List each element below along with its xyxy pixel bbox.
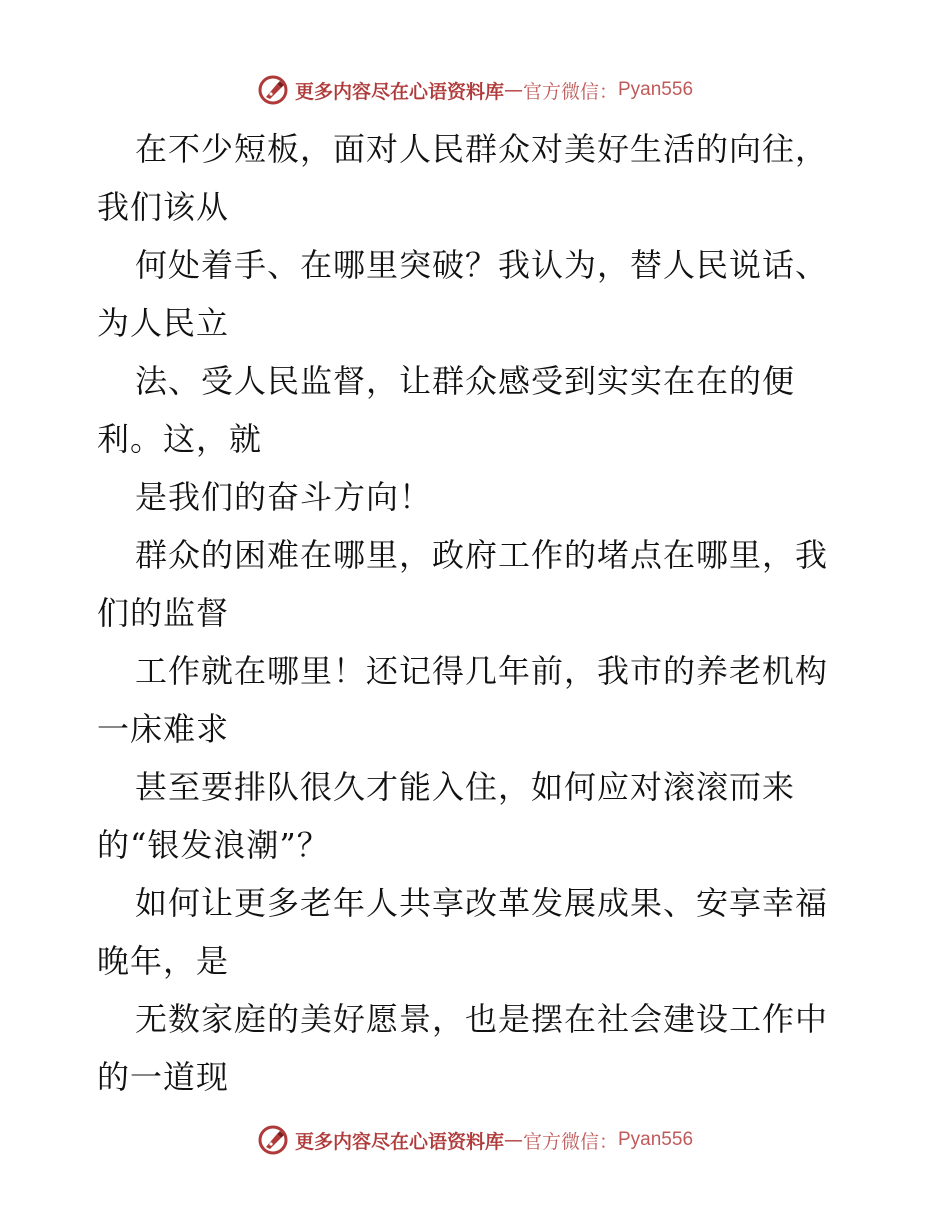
- body-line-1: 在不少短板，面对人民群众对美好生活的向往，: [135, 130, 829, 168]
- body-line-9: 们的监督: [97, 594, 230, 632]
- header-account: Pyan556: [618, 79, 694, 100]
- footer-banner: [0, 1120, 950, 1160]
- footer-contact-label: 官方微信：: [522, 1130, 618, 1153]
- body-line-15: 晚年，是: [97, 942, 230, 980]
- header-brand-text: 更多内容尽在心语资料库: [294, 80, 504, 103]
- body-line-10: 工作就在哪里！还记得几年前，我市的养老机构: [135, 652, 829, 690]
- pen-nib-circle-icon: [257, 74, 289, 106]
- body-line-2: 我们该从: [97, 188, 230, 226]
- body-line-12: 甚至要排队很久才能入住，如何应对滚滚而来: [135, 768, 796, 806]
- body-line-3: 何处着手、在哪里突破？我认为，替人民说话、: [135, 246, 829, 284]
- header-contact-label: 官方微信：: [522, 80, 618, 103]
- document-body: [97, 120, 877, 1106]
- footer-account: Pyan556: [618, 1129, 694, 1150]
- body-line-5: 法、受人民监督，让群众感受到实实在在的便: [135, 362, 796, 400]
- footer-brand-text: 更多内容尽在心语资料库: [294, 1130, 504, 1153]
- header-banner: [0, 70, 950, 110]
- body-line-16: 无数家庭的美好愿景，也是摆在社会建设工作中: [135, 1000, 829, 1038]
- body-line-8: 群众的困难在哪里，政府工作的堵点在哪里，我: [135, 536, 829, 574]
- body-line-13: 的“银发浪潮”？: [97, 826, 330, 864]
- body-line-7: 是我们的奋斗方向！: [135, 478, 433, 516]
- header-dash: —: [503, 79, 523, 101]
- body-line-17: 的一道现: [97, 1058, 230, 1096]
- body-line-14: 如何让更多老年人共享改革发展成果、安享幸福: [135, 884, 829, 922]
- body-line-6: 利。这，就: [97, 420, 263, 458]
- footer-dash: —: [503, 1129, 523, 1151]
- pen-nib-circle-icon: [257, 1124, 289, 1156]
- body-line-4: 为人民立: [97, 304, 230, 342]
- body-line-11: 一床难求: [97, 710, 230, 748]
